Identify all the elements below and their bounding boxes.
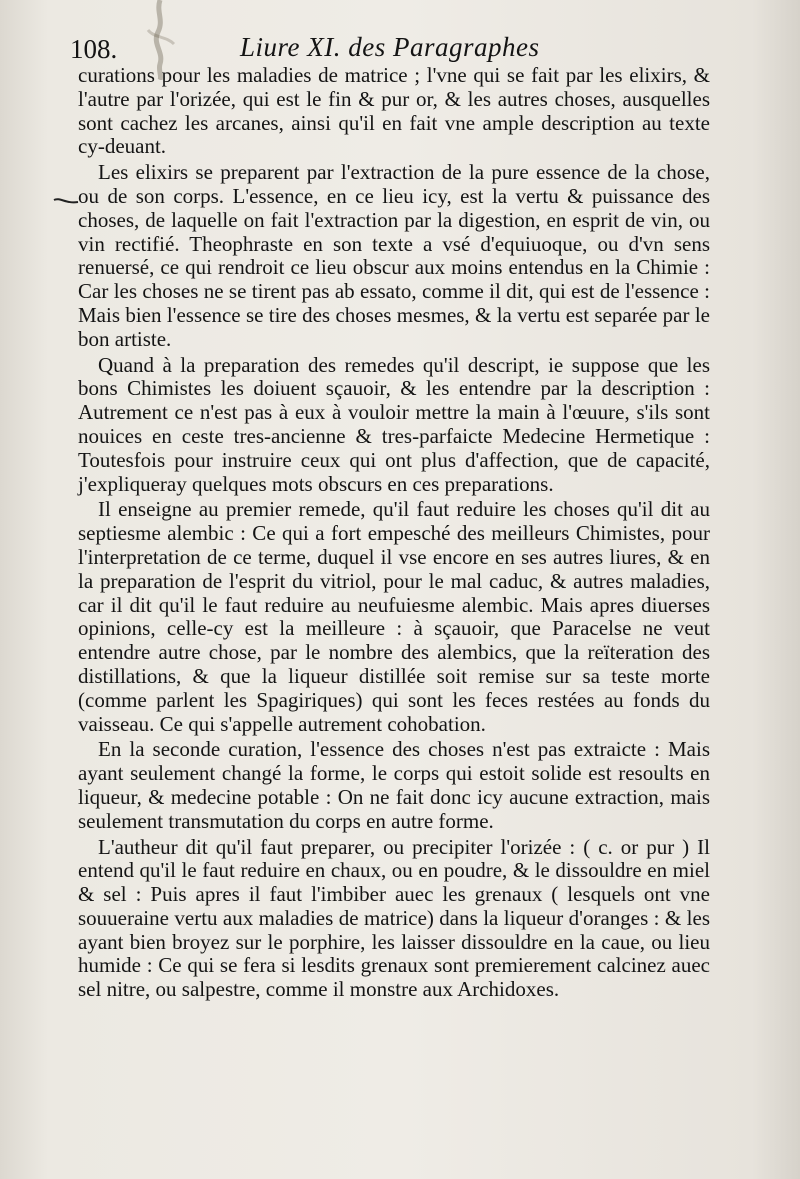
paragraph-3: Quand à la preparation des remedes qu'il descript, ie suppose que les bons Chimistes les doiuent sçauoir, & les entendre par la description : Autrement ce n'est pas à eux à vouloir mettre la main à l'œuure, s'ils sont nouices en ceste tres-ancienne & tres-parfaicte Medecine Hermetique : Toutesfois pour instruire ceux qui ont plus d'affection, que de capacité, j'expliqueray quelques mots obscurs en ces preparations. [78, 352, 710, 496]
page-number: 108. [70, 34, 118, 64]
paragraph-1: curations pour les maladies de matrice ; l'vne qui se fait par les elixirs, & l'autre par l'orizée, qui est le fin & pur or, & les autres choses, ausquelles sont cachez les arcanes, ainsi qu'il en fait vne ample description au texte cy-deuant. [78, 63, 710, 159]
paragraph-5: En la seconde curation, l'essence des choses n'est pas extraicte : Mais ayant seulement changé la forme, le corps qui estoit solide est resoults en liqueur, & medecine potable : On ne fait donc icy aucune extraction, mais seulement transmutation du corps en autre forme. [78, 737, 710, 833]
body-text [78, 64, 710, 1004]
paragraph-2: Les elixirs se preparent par l'extraction de la pure essence de la chose, ou de son corps. L'essence, en ce lieu icy, est la vertu & puissance des choses, de laquelle on fait l'extraction par la digestion, en esprit de vin, ou vin rectifié. Theophraste en son texte a vsé d'equiuoque, ou d'vn sens renuersé, ce qui rendroit ce lieu obscur aux moins entendus en la Chimie : Car les choses ne se tirent pas ab essato, comme il dit, qui est de l'essence : Mais bien l'essence se tire des choses mesmes, & la vertu est separée par le bon artiste. [78, 160, 710, 351]
marginal-pointer-mark [52, 196, 80, 208]
paragraph-4: Il enseigne au premier remede, qu'il faut reduire les choses qu'il dit au septiesme alembic : Ce qui a fort empesché des meilleurs Chimistes, pour l'interpretation de ce terme, duquel il vse encore en ses autres liures, & en la preparation de l'esprit du vitriol, pour le mal caduc, & autres maladies, car il dit qu'il le faut reduire au neufuiesme alembic. Mais apres diuerses opinions, celle-cy est la meilleure : à sçauoir, que Paracelse ne veut entendre autre chose, par le nombre des alembics, que la reïteration des distillations, & que la liqueur distillée soit remise sur sa teste morte (comme parlent les Spagiriques) qui sont les feces restées au fonds du vaisseau. Ce qui s'appelle autrement cohobation. [78, 497, 710, 736]
running-title: Liure XI. des Paragraphes [240, 32, 540, 62]
paragraph-6: L'autheur dit qu'il faut preparer, ou precipiter l'orizée : ( c. or pur ) Il entend qu'il le faut reduire en chaux, ou en poudre, & le dissouldre en miel & sel : Puis apres il faut l'imbiber auec les grenaux ( lesquels ont vne souueraine vertu aux maladies de matrice) dans la liqueur d'oranges : & les ayant bien broyez sur le porphire, les laisser dissouldre en la caue, ou lieu humide : Ce qui se fera si lesdits grenaux sont premierement calcinez auec sel nitre, ou salpestre, comme il monstre aux Archidoxes. [78, 834, 710, 1002]
